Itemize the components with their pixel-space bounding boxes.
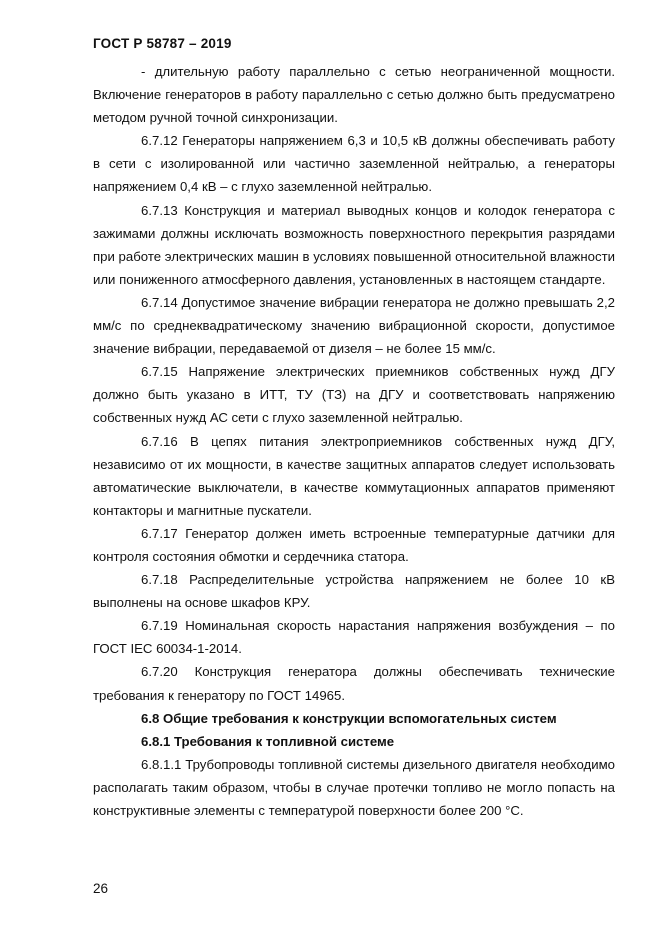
paragraph-6-7-15: 6.7.15 Напряжение электрических приемников собственных нужд ДГУ должно быть указано в ИТТ, ТУ (ТЗ) на ДГУ и соответствовать напряжению собственных нужд АС сети с глухо заземленной нейтралью.	[93, 364, 615, 426]
paragraph-continuation: - длительную работу параллельно с сетью неограниченной мощности. Включение генераторов в работу параллельно с сетью должно быть предусматрено методом ручной точной синхронизации.	[93, 64, 615, 126]
paragraph-6-7-18: 6.7.18 Распределительные устройства напряжением не более 10 кВ выполнены на основе шкафов КРУ.	[93, 572, 615, 611]
section-heading-6-8: 6.8 Общие требования к конструкции вспомогательных систем	[141, 710, 557, 726]
paragraph-6-7-12: 6.7.12 Генераторы напряжением 6,3 и 10,5 кВ должны обеспечивать работу в сети с изолированной или частично заземленной нейтралью, а генераторы напряжением 0,4 кВ – с глухо заземленной нейтралью.	[93, 133, 615, 195]
section-heading-6-8-1: 6.8.1 Требования к топливной системе	[141, 733, 395, 749]
document-body	[93, 60, 615, 822]
paragraph-6-8-1-1: 6.8.1.1 Трубопроводы топливной системы дизельного двигателя необходимо располагать таким образом, чтобы в случае протечки топливо не могло попасть на конструктивные элементы с температурой поверхности более 200 °С.	[93, 756, 615, 818]
document-header: ГОСТ Р 58787 – 2019	[93, 36, 232, 51]
paragraph-6-7-16: 6.7.16 В цепях питания электроприемников собственных нужд ДГУ, независимо от их мощности, в качестве защитных аппаратов следует использовать автоматические выключатели, в качестве коммутационных аппаратов применяют контакторы и магнитные пускатели.	[93, 433, 615, 518]
paragraph-6-7-14: 6.7.14 Допустимое значение вибрации генератора не должно превышать 2,2 мм/с по среднеквадратическому значению вибрационной скорости, допустимое значение вибрации, передаваемой от дизеля – не более 15 мм/с.	[93, 294, 615, 357]
paragraph-6-7-13: 6.7.13 Конструкция и материал выводных концов и колодок генератора с зажимами должны исключать возможность поверхностного перекрытия разрядами при работе электрических машин в условиях повышенной относительной влажности или пониженного атмосферного давления, установленных в настоящем стандарте.	[93, 202, 615, 287]
paragraph-6-7-17: 6.7.17 Генератор должен иметь встроенные температурные датчики для контроля состояния обмотки и сердечника статора.	[93, 525, 615, 564]
page-number: 26	[93, 881, 109, 896]
paragraph-6-7-20: 6.7.20 Конструкция генератора должны обеспечивать технические требования к генератору по ГОСТ 14965.	[93, 664, 615, 703]
paragraph-6-7-19: 6.7.19 Номинальная скорость нарастания напряжения возбуждения – по ГОСТ IEC 60034-1-2014.	[93, 618, 615, 657]
